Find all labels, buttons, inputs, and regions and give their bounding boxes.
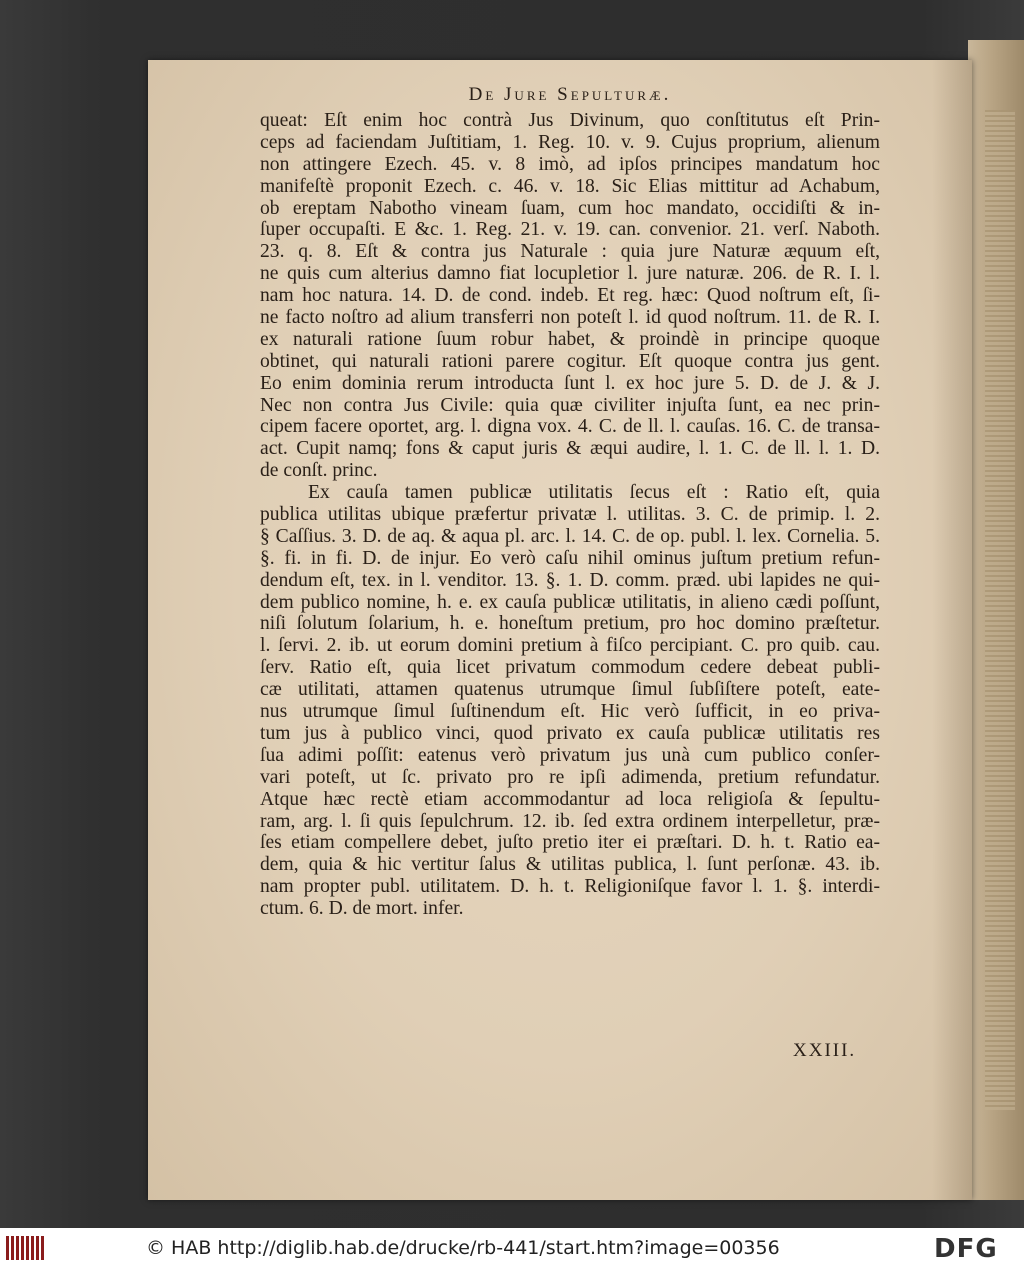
text-line: ob ereptam Nabotho vineam ſuam, cum hoc mandato, occidiſti & in- (260, 197, 880, 219)
body-text (260, 110, 880, 920)
text-line: ſua adimi poſſit: eatenus verò privatum jus unà cum publico conſer- (260, 744, 880, 766)
dfg-logo[interactable]: DFG (934, 1234, 998, 1264)
footer-bar (0, 1228, 1024, 1268)
text-line: nus utrumque ſimul ſuſtinendum eſt. Hic verò ſufficit, in eo priva- (260, 701, 880, 723)
text-line: l. ſervi. 2. ib. ut eorum domini pretium à fiſco percipiant. C. pro quib. cau. (260, 635, 880, 657)
text-line: nam hoc natura. 14. D. de cond. indeb. Et reg. hæc: Quod noſtrum eſt, ſi- (260, 285, 880, 307)
text-line: niſi ſolutum ſolarium, h. e. honeſtum pretium, pro hoc domino præſtetur. (260, 613, 880, 635)
catchword: XXIII. (793, 1040, 857, 1061)
text-line: ram, arg. l. ſi quis ſepulchrum. 12. ib. ſed extra ordinem interpelletur, præ- (260, 810, 880, 832)
text-line: ne quis cum alterius damno fiat locupletior l. jure naturæ. 206. de R. I. l. (260, 263, 880, 285)
text-line: Nec non contra Jus Civile: quia quæ civiliter injuſta ſunt, ea nec prin- (260, 394, 880, 416)
text-line: vari poteſt, ut ſc. privato pro re ipſi adimenda, pretium refundatur. (260, 766, 880, 788)
text-line: non attingere Ezech. 45. v. 8 imò, ad ipſos principes mandatum hoc (260, 153, 880, 175)
text-line: Atque hæc rectè etiam accommodantur ad loca religioſa & ſepultu- (260, 788, 880, 810)
text-line: queat: Eſt enim hoc contrà Jus Divinum, quo conſtitutus eſt Prin- (260, 110, 880, 131)
text-line: ctum. 6. D. de mort. infer. (260, 898, 464, 920)
text-line: cipem facere oportet, arg. l. digna vox. 4. C. de ll. l. cauſas. 16. C. de transa- (260, 416, 880, 438)
book-page (148, 60, 972, 1200)
text-line: ceps ad faciendam Juſtitiam, 1. Reg. 10. v. 9. Cujus proprium, alienum (260, 131, 880, 153)
text-line: nam propter publ. utilitatem. D. h. t. Religioniſque favor l. 1. §. interdi- (260, 876, 880, 898)
text-line: dendum eſt, tex. in l. venditor. 13. §. 1. D. comm. præd. ubi lapides ne qui- (260, 569, 880, 591)
text-line: dem publico nomine, h. e. ex cauſa publicæ utilitatis, in alieno cædi poſſunt, (260, 591, 880, 613)
text-line: ſerv. Ratio eſt, quia licet privatum commodum cedere debeat publi- (260, 657, 880, 679)
text-line: Eo enim dominia rerum introducta ſunt l. ex hoc jure 5. D. de J. & J. (260, 372, 880, 394)
book-edge-pages (985, 110, 1015, 1110)
text-line: obtinet, qui naturali rationi parere cogitur. Eſt quoque contra jus gent. (260, 350, 880, 372)
text-line: ſuper occupaſti. E &c. 1. Reg. 21. v. 19. can. convenior. 21. verſ. Naboth. (260, 219, 880, 241)
text-line: act. Cupit namq; fons & caput juris & æqui audire, l. 1. C. de ll. l. 1. D. (260, 438, 880, 460)
text-line: tum jus à publico vinci, quod privato ex cauſa publicæ utilitatis res (260, 722, 880, 744)
text-line: ſes etiam compellere debet, juſto pretio iter ei præſtari. D. h. t. Ratio ea- (260, 832, 880, 854)
text-line: Ex cauſa tamen publicæ utilitatis ſecus eſt : Ratio eſt, quia (308, 482, 880, 504)
text-line: cæ utilitati, attamen quatenus utrumque ſimul ſubſiſtere poteſt, eate- (260, 679, 880, 701)
text-line: § Caſſius. 3. D. de aq. & aqua pl. arc. l. 14. C. de op. publ. l. lex. Cornelia. 5. (260, 525, 880, 547)
text-line: manifeſtè proponit Ezech. c. 46. v. 18. Sic Elias mittitur ad Achabum, (260, 175, 880, 197)
footer-url-text[interactable]: © HAB http://diglib.hab.de/drucke/rb-441/start.htm?image=00356 (146, 1237, 780, 1259)
text-line: de conſt. princ. (260, 460, 378, 482)
text-line: publica utilitas ubique præfertur privatæ l. utilitas. 3. C. de primip. l. 2. (260, 504, 880, 526)
page-gutter-shadow (932, 60, 972, 1200)
hab-logo[interactable] (6, 1236, 44, 1260)
running-head: De Jure Sepulturæ. (468, 84, 672, 105)
text-line: §. fi. in fi. D. de injur. Eo verò caſu nihil ominus juſtum pretium refun- (260, 547, 880, 569)
text-block (260, 84, 880, 920)
text-line: dem, quia & hic vertitur ſalus & utilitas publica, l. ſunt perſonæ. 43. ib. (260, 854, 880, 876)
text-line: ne facto noſtro ad alium transferri non poteſt l. id quod noſtrum. 11. de R. I. (260, 307, 880, 329)
text-line: ex naturali ratione ſuum robur habet, & proindè in principe quoque (260, 328, 880, 350)
text-line: 23. q. 8. Eſt & contra jus Naturale : quia jure Naturæ æquum eſt, (260, 241, 880, 263)
